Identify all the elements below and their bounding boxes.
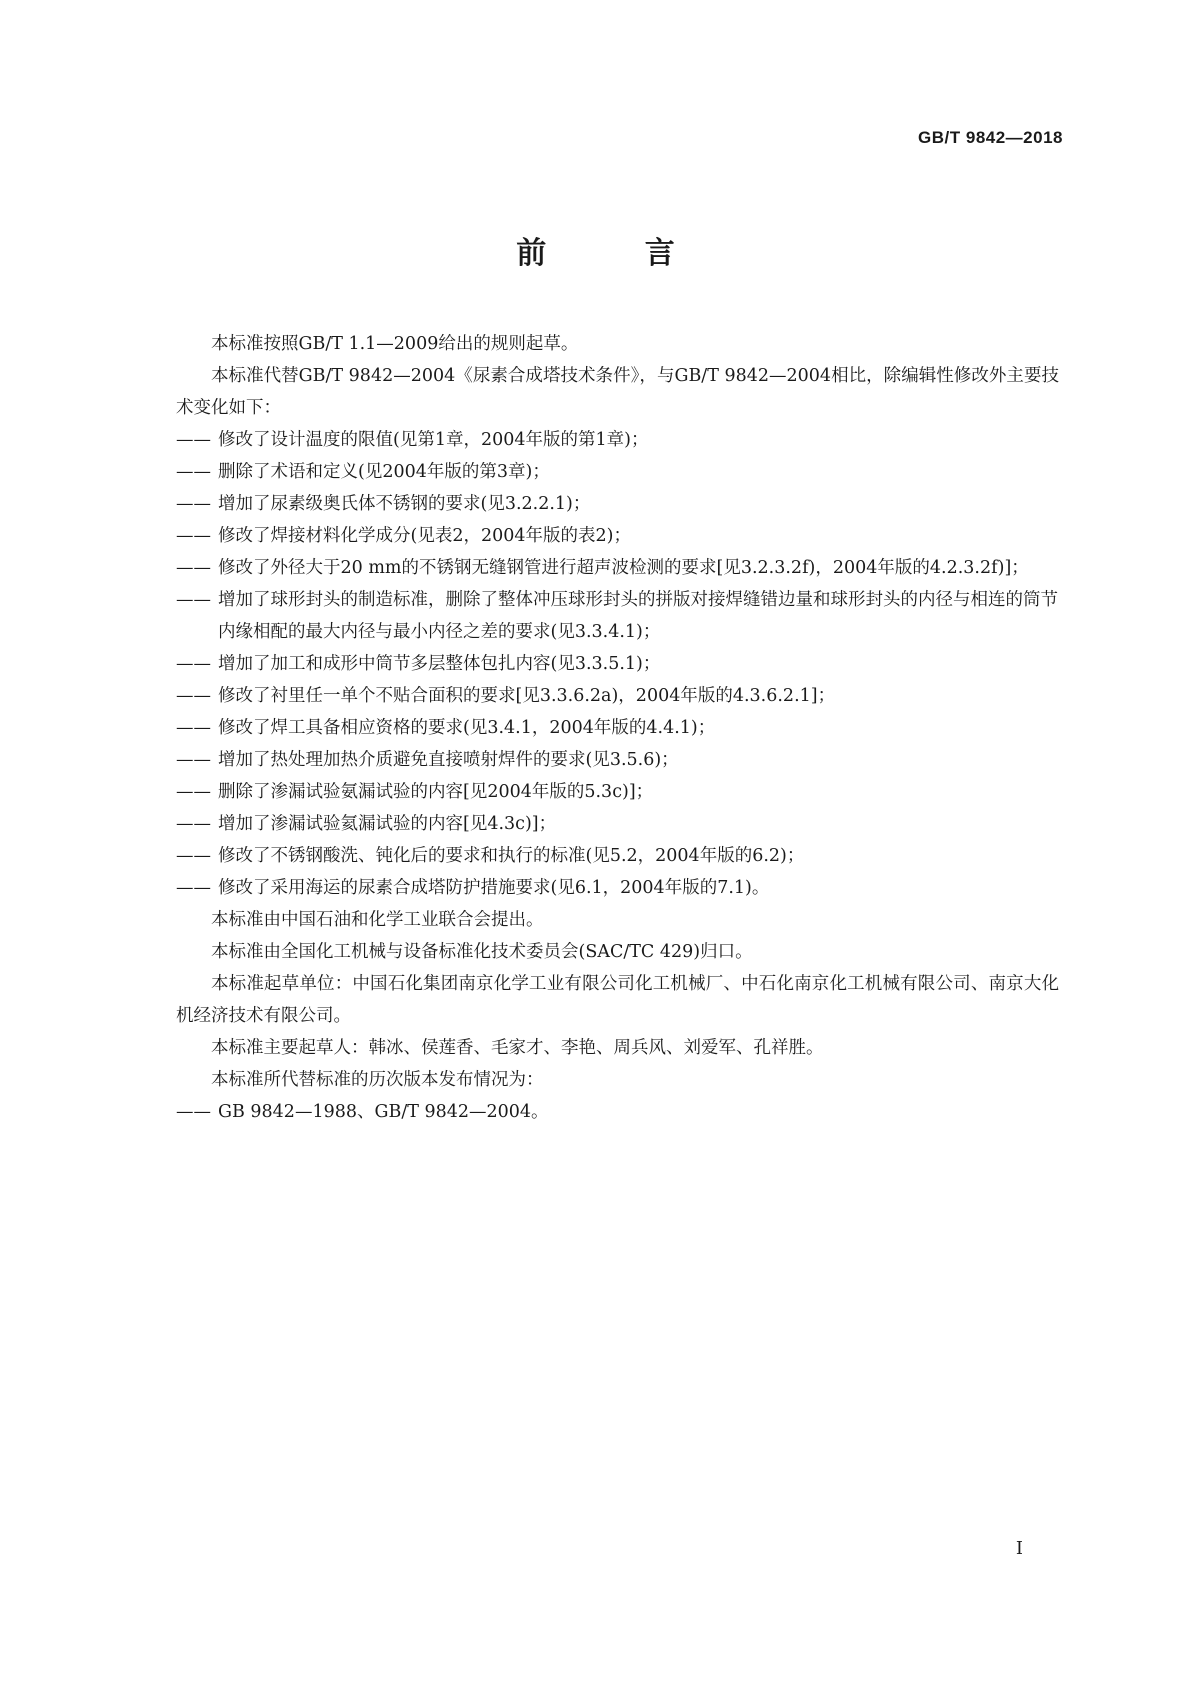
- list-dash: ——: [176, 718, 211, 738]
- list-item-text: 增加了渗漏试验氦漏试验的内容[见4.3c)]；: [218, 814, 557, 834]
- list-item-text: GB 9842—1988、GB/T 9842—2004。: [218, 1102, 549, 1122]
- list-item-text: 修改了设计温度的限值(见第1章，2004年版的第1章)；: [218, 430, 649, 450]
- list-item: [176, 552, 1059, 584]
- list-item-text: 删除了渗漏试验氨漏试验的内容[见2004年版的5.3c)]；: [218, 782, 654, 802]
- list-item: [176, 456, 1059, 488]
- list-dash: ——: [176, 878, 211, 898]
- paragraph: 本标准由中国石油和化学工业联合会提出。: [211, 910, 544, 930]
- list-dash: ——: [176, 558, 211, 578]
- list-dash: ——: [176, 750, 211, 770]
- list-dash: ——: [176, 686, 211, 706]
- list-dash: ——: [176, 846, 211, 866]
- paragraph: 本标准由全国化工机械与设备标准化技术委员会(SAC/TC 429)归口。: [211, 942, 753, 962]
- change-list: [176, 424, 1059, 904]
- list-item-text: 增加了球形封头的制造标准，删除了整体冲压球形封头的拼版对接焊缝错边量和球形封头的内径与相连的筒节内缘相配的最大内径与最小内径之差的要求(见3.3.4.1)；: [218, 590, 1058, 642]
- list-dash: ——: [176, 494, 211, 514]
- list-item: [176, 872, 1059, 904]
- list-item: [176, 712, 1059, 744]
- list-item: [176, 648, 1059, 680]
- list-item-text: 修改了外径大于20 mm的不锈钢无缝钢管进行超声波检测的要求[见3.2.3.2f)，2004年版的4.2.3.2f)]；: [218, 558, 1029, 578]
- list-item: [176, 808, 1059, 840]
- list-item: [176, 520, 1059, 552]
- history-list-item: [176, 1096, 1059, 1128]
- list-item-text: 增加了热处理加热介质避免直接喷射焊件的要求(见3.5.6)；: [218, 750, 679, 770]
- paragraph: 本标准所代替标准的历次版本发布情况为：: [211, 1070, 544, 1090]
- paragraph: 本标准起草单位：中国石化集团南京化学工业有限公司化工机械厂、中石化南京化工机械有限公司、南京大化机经济技术有限公司。: [176, 974, 1059, 1026]
- paragraph: 本标准按照GB/T 1.1—2009给出的规则起草。: [211, 334, 579, 354]
- foreword-body: [176, 328, 1059, 1128]
- list-item: [176, 776, 1059, 808]
- list-item: [176, 424, 1059, 456]
- list-item: [176, 488, 1059, 520]
- list-dash: ——: [176, 1102, 211, 1122]
- list-dash: ——: [176, 654, 211, 674]
- list-item-text: 修改了焊接材料化学成分(见表2，2004年版的表2)；: [218, 526, 631, 546]
- list-item-text: 删除了术语和定义(见2004年版的第3章)；: [218, 462, 550, 482]
- list-dash: ——: [176, 430, 211, 450]
- list-dash: ——: [176, 814, 211, 834]
- page-number: I: [1015, 1538, 1023, 1559]
- paragraph: 本标准主要起草人：韩冰、侯莲香、毛家才、李艳、周兵风、刘爱军、孔祥胜。: [211, 1038, 824, 1058]
- list-item-text: 修改了采用海运的尿素合成塔防护措施要求(见6.1，2004年版的7.1)。: [218, 878, 770, 898]
- list-item-text: 增加了尿素级奥氏体不锈钢的要求(见3.2.2.1)；: [218, 494, 591, 514]
- list-item: [176, 744, 1059, 776]
- list-dash: ——: [176, 526, 211, 546]
- list-item-text: 修改了衬里任一单个不贴合面积的要求[见3.3.6.2a)，2004年版的4.3.6.2.1]；: [218, 686, 836, 706]
- list-item-text: 修改了焊工具备相应资格的要求(见3.4.1，2004年版的4.4.1)；: [218, 718, 716, 738]
- page-title: 前 言: [516, 236, 719, 271]
- list-dash: ——: [176, 462, 211, 482]
- list-item-text: 修改了不锈钢酸洗、钝化后的要求和执行的标准(见5.2，2004年版的6.2)；: [218, 846, 805, 866]
- standard-code: GB/T 9842—2018: [918, 128, 1063, 147]
- list-item-text: 增加了加工和成形中筒节多层整体包扎内容(见3.3.5.1)；: [218, 654, 661, 674]
- list-item: [176, 840, 1059, 872]
- list-item: [176, 584, 1059, 648]
- list-item: [176, 680, 1059, 712]
- list-dash: ——: [176, 590, 211, 610]
- list-dash: ——: [176, 782, 211, 802]
- paragraph: 本标准代替GB/T 9842—2004《尿素合成塔技术条件》，与GB/T 9842—2004相比，除编辑性修改外主要技术变化如下：: [176, 366, 1059, 418]
